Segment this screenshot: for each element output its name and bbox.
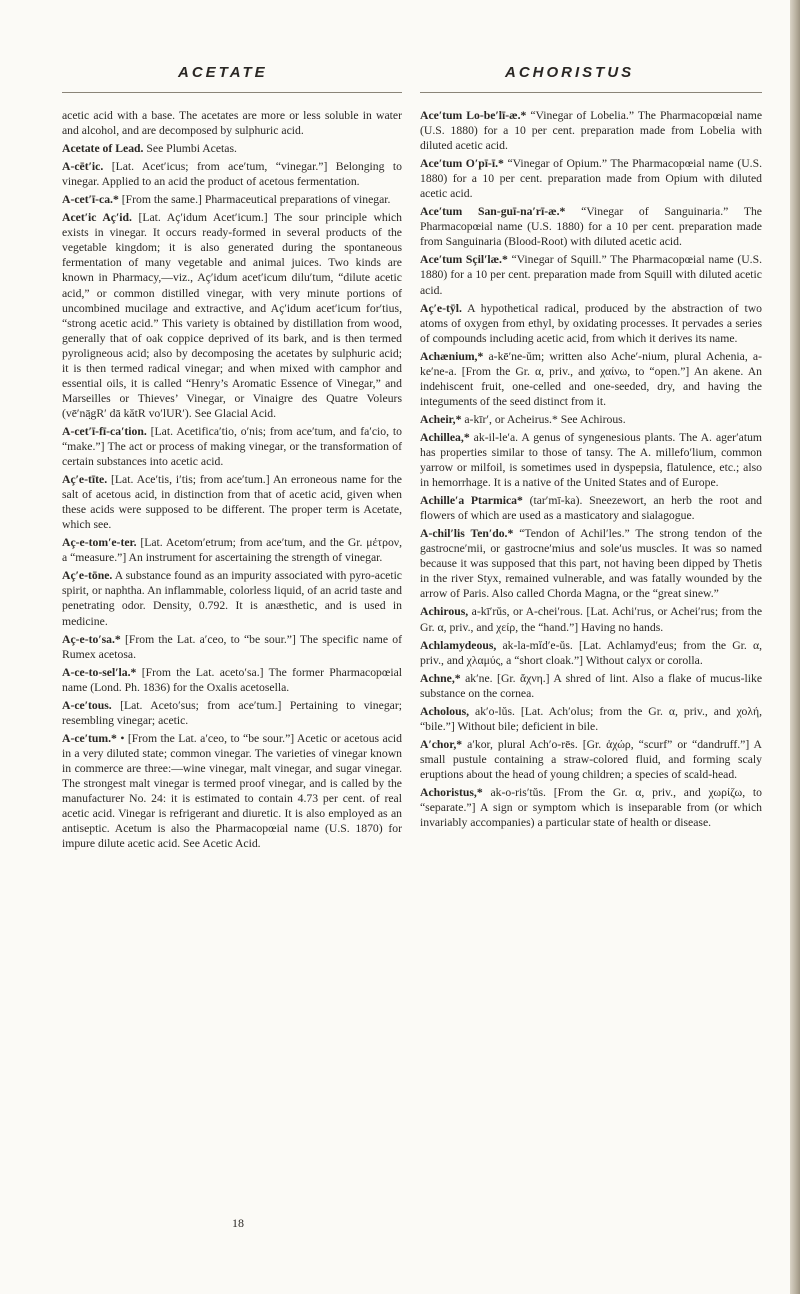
entry-text: ak-o-ris′tŭs. [From the Gr. α, priv., and χωρίζω, to “separate.”] A sign or symptom which is inseparable from (or which invariably accompanies) a particular state of health or disease. xyxy=(420,785,763,830)
dictionary-entry xyxy=(420,252,762,297)
entry-headword: A-ce′tous. xyxy=(62,698,112,712)
entry-text: a-kē′ne-ŭm; written also Ache′-nium, plural Achenia, a-ke′ne-a. [From the Gr. α, priv., and χαίνω, to “open.”] An akene. An indehiscent fruit, one-celled and one-seeded, dry, and having the integuments of the seed distinct from it. xyxy=(420,349,763,408)
entry-headword: A-chil′lis Ten′do.* xyxy=(420,527,514,541)
dictionary-entry xyxy=(420,785,762,830)
entry-headword: Acet′ic Aç′id. xyxy=(62,211,132,225)
right-running-head: ACHORISTUS xyxy=(505,64,635,81)
entry-text: “Vinegar of Squill.” The Pharmacopœial name (U.S. 1880) for a 10 per cent. preparation made from Squill with diluted acetic acid. xyxy=(420,253,763,297)
page-edge-shadow xyxy=(790,0,800,1294)
entry-text: [Lat. Acetifica′tio, o′nis; from ace′tum, and fa′cio, to “make.”] The act or process of making vinegar, or the transformation of certain substances into acetic acid. xyxy=(62,424,403,469)
dictionary-entry xyxy=(62,568,402,628)
dictionary-entry xyxy=(62,108,402,138)
entry-headword: Ace′tum Sçil′læ.* xyxy=(420,253,508,267)
entry-headword: Achlamydeous, xyxy=(420,638,497,652)
dictionary-entry xyxy=(62,210,402,421)
dictionary-entry xyxy=(62,731,402,851)
page-number: 18 xyxy=(232,1216,244,1230)
dictionary-entry xyxy=(62,472,402,532)
header-rule-left xyxy=(62,92,402,93)
entry-headword: A-ce′tum.* xyxy=(62,731,117,745)
dictionary-entry xyxy=(62,665,402,695)
entry-text: [Lat. Acet′icus; from ace′tum, “vinegar.”] Belonging to vinegar. Applied to an acid the product of acetous fermentation. xyxy=(62,160,402,189)
dictionary-entry xyxy=(420,301,762,346)
entry-text: “Vinegar of Opium.” The Pharmacopœial name (U.S. 1880) for a 10 per cent. preparation made from Opium with diluted acetic acid. xyxy=(420,157,762,201)
dictionary-entry xyxy=(420,412,762,427)
entry-text: [From the Lat. aceto′sa.] The former Pharmacopœial name (Lond. Ph. 1836) for the Oxalis acetosella. xyxy=(62,665,403,694)
entry-headword: Achne,* xyxy=(420,671,461,685)
entry-headword: Aç-e-tom′e-ter. xyxy=(62,536,137,550)
entry-headword: A-cet′ī-fī-ca′tion. xyxy=(62,424,147,438)
dictionary-entry xyxy=(62,159,402,189)
left-column xyxy=(62,108,402,854)
entry-headword: Ace′tum San-guī-na′rī-æ.* xyxy=(420,205,566,219)
entry-headword: Acetate of Lead. xyxy=(62,142,144,156)
entry-headword: Ace′tum Lo-be′lī-æ.* xyxy=(420,109,527,122)
dictionary-entry xyxy=(62,535,402,565)
entry-text: • [From the Lat. a′ceo, to “be sour.”] Acetic or acetous acid in a very diluted state; common vinegar. The varieties of vinegar known in commerce are three:—wine vinegar, malt vinegar, and sugar vinegar. The strongest malt vinegar is termed proof vinegar, and is called by the manufacturer No. 24: it is estimated to contain 4.73 per cent. of real acetic acid. Vinegar is refrigerant and diuretic. It is also employed as an antiseptic. Acetum is also the Pharmacopœial name (U.S. 1870) for impure dilute acetic acid. See Acetic Acid. xyxy=(62,731,402,851)
entry-headword: A-cet′ī-ca.* xyxy=(62,193,119,207)
entry-headword: Aç′e-tōne. xyxy=(62,569,113,583)
entry-headword: Achirous, xyxy=(420,605,469,619)
entry-text: ak′ne. [Gr. ἄχνη.] A shred of lint. Also a flake of mucus-like substance on the cornea. xyxy=(420,671,763,700)
dictionary-entry xyxy=(420,349,762,409)
entry-text: acetic acid with a base. The acetates are more or less soluble in water and alcohol, and are decomposed by sulphuric acid. xyxy=(62,109,402,138)
dictionary-entry xyxy=(62,192,402,207)
entry-headword: A′chor,* xyxy=(420,737,463,751)
dictionary-entry xyxy=(420,737,762,782)
entry-text: A substance found as an impurity associated with pyro-acetic spirit, or naphtha. An inflammable, colorless liquid, of an acrid taste and penetrating odor. Density, 0.792. It is anæsthetic, and is used in medicine. xyxy=(62,569,402,628)
entry-headword: Aç′e-tȳl. xyxy=(420,301,462,315)
entry-headword: Aç-e-to′sa.* xyxy=(62,632,121,646)
dictionary-entry xyxy=(420,638,762,668)
entry-headword: A-cēt′ic. xyxy=(62,160,104,174)
entry-headword: Acheir,* xyxy=(420,412,462,426)
dictionary-entry xyxy=(62,424,402,469)
dictionary-entry xyxy=(420,704,762,734)
entry-text: ak-il-le′a. A genus of syngenesious plants. The A. ager′atum has properties similar to those of tansy. The A. millefo′lium, common yarrow or milfoil, is sometimes used in dyspepsia, flatulence, etc.; also in hemorrhage. It is a native of the United States and of Europe. xyxy=(420,430,763,490)
entry-headword: Achoristus,* xyxy=(420,785,483,799)
entry-text: “Tendon of Achil′les.” The strong tendon of the gastrocne′mii, or gastrocne′mius and sole′us muscles. It was so named because it was supposed that this part, not having been dipped by Thetis in the river Styx, remained vulnerable, and was fatally wounded by the arrow of Paris. Also called Chorda Magna, or the “great sinew.” xyxy=(420,527,763,601)
entry-text: See Plumbi Acetas. xyxy=(146,142,237,156)
entry-text: a-kīr′, or Acheirus.* See Achirous. xyxy=(464,412,626,426)
dictionary-entry xyxy=(420,156,762,201)
entry-text: ak′o-lŭs. [Lat. Ach′olus; from the Gr. α, priv., and χολή, “bile.”] Without bile; deficient in bile. xyxy=(420,704,763,733)
entry-text: a-kī′rŭs, or A-chei′rous. [Lat. Achi′rus, or Achei′rus; from the Gr. α, priv., and χείρ, the “hand.”] Having no hands. xyxy=(420,605,763,634)
dictionary-entry xyxy=(420,493,762,523)
entry-text: a′kor, plural Ach′o-rēs. [Gr. ἀχώρ, “scurf” or “dandruff.”] A small pustule containing a straw-colored fluid, and forming scaly eruptions about the head of young children; a species of scald-head. xyxy=(420,737,762,781)
dictionary-entry xyxy=(62,141,402,156)
entry-text: A hypothetical radical, produced by the abstraction of two atoms of oxygen from ethyl, by oxidating processes. It pervades a series of compounds including acetic acid, from which it derives its name. xyxy=(420,301,762,345)
entry-headword: Acholous, xyxy=(420,704,470,718)
running-header xyxy=(0,64,790,90)
entry-text: ak-la-mĭd′e-ŭs. [Lat. Achlamyd′eus; from the Gr. α, priv., and χλαμύς, a “short cloak.”] Without calyx or corolla. xyxy=(420,638,763,667)
header-rule-right xyxy=(420,92,762,93)
entry-headword: Achænium,* xyxy=(420,349,484,363)
dictionary-entry xyxy=(420,430,762,490)
entry-headword: Achillea,* xyxy=(420,430,470,444)
dictionary-entry xyxy=(420,671,762,701)
dictionary-entry xyxy=(420,204,762,249)
entry-headword: A-ce-to-sel′la.* xyxy=(62,665,137,679)
right-column xyxy=(420,108,762,833)
entry-text: [From the same.] Pharmaceutical preparations of vinegar. xyxy=(121,193,391,207)
entry-text: (tar′mī-ka). Sneezewort, an herb the root and flowers of which are used as a masticatory and sialagogue. xyxy=(420,494,763,523)
entry-text: [Lat. Acetom′etrum; from ace′tum, and the Gr. μέτρον, a “measure.”] An instrument for ascertaining the strength of vinegar. xyxy=(62,536,403,565)
entry-text: [Lat. Ace′tis, i′tis; from ace′tum.] An erroneous name for the salt of acetous acid, in distinction from that of acetic acid, given when these acids were supposed to be different. The proper term is Acetate, which see. xyxy=(62,473,402,532)
dictionary-entry xyxy=(62,698,402,728)
entry-headword: Aç′e-tīte. xyxy=(62,473,108,487)
entry-headword: Achille′a Ptarmica* xyxy=(420,494,523,508)
dictionary-entry xyxy=(420,108,762,153)
left-running-head: ACETATE xyxy=(178,64,268,81)
dictionary-entry xyxy=(420,526,762,601)
entry-text: “Vinegar of Lobelia.” The Pharmacopœial name (U.S. 1880) for a 10 per cent. preparation made from Lobelia with diluted acetic acid. xyxy=(420,109,763,153)
entry-text: [Lat. Aceto′sus; from ace′tum.] Pertaining to vinegar; resembling vinegar; acetic. xyxy=(62,698,403,727)
entry-headword: Ace′tum O′pī-ī.* xyxy=(420,157,504,171)
dictionary-entry xyxy=(420,604,762,634)
entry-text: [Lat. Aç′idum Acet′icum.] The sour principle which exists in vinegar. It occurs ready-formed in several products of the vegetable kingdom; it is also generated during the spontaneous fermentation of many vegetable and animal juices. Two kinds are known in Pharmacy,—viz., Aç′idum acet′icum dilu′tum, “dilute acetic acid,” or common distilled vinegar, with very minute portions of uncombined mucilage and extractive, and Aç′idum acet′icum for′tius, “strong acetic acid.” This variety is obtained by distillation from wood, generally that of oak coppice deprived of its bark, and is then termed pyroligneous acid; also by decomposing the acetates by sulphuric acid; it is then termed radical vinegar; and when mixed with camphor and essential oils, it is called “Henry’s Aromatic Essence of Vinegar,” and Marseilles or Thieves’ Vinegar, or Vinaigre des Quatre Voleurs (vē′nā̤gR′ dā kătR vo′lUR′). See Glacial Acid. xyxy=(62,211,403,420)
dictionary-entry xyxy=(62,632,402,662)
entry-text: “Vinegar of Sanguinaria.” The Pharmacopœial name (U.S. 1880) for a 10 per cent. preparation made from Sanguinaria (Blood-Root) with diluted acetic acid. xyxy=(420,205,762,249)
entry-text: [From the Lat. a′ceo, to “be sour.”] The specific name of Rumex acetosa. xyxy=(62,632,402,661)
